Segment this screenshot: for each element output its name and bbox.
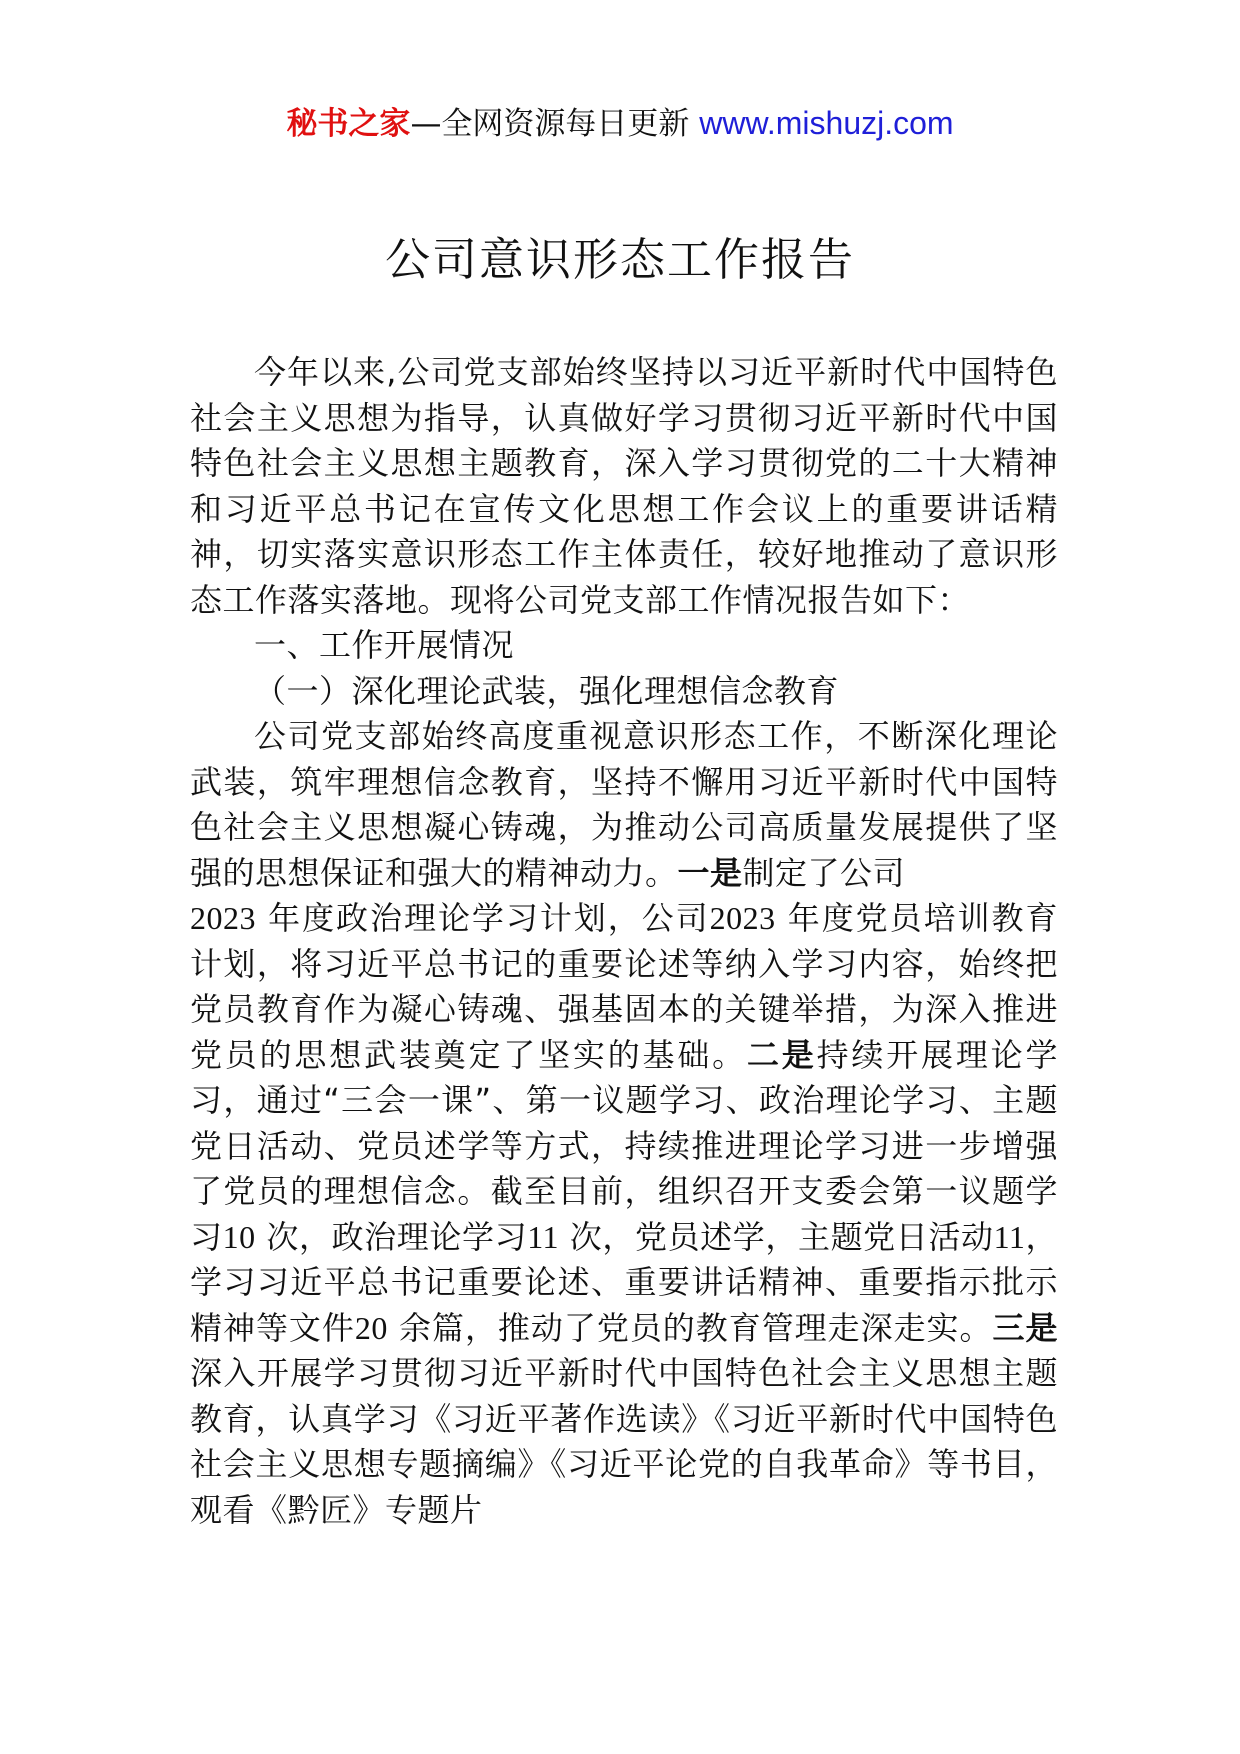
paragraph-text: 次，党员述学，主题党日活动 [569, 1217, 994, 1256]
paragraph-text: 余篇，推动了党员的教育管理走深走实。 [399, 1308, 993, 1347]
paragraph-text: 次，政治理论学习 [266, 1217, 528, 1256]
document-title: 公司意识形态工作报告 [384, 233, 855, 286]
section-heading: 一、工作开展情况 [254, 626, 515, 664]
paragraph-text: 持续开展理论学习，通过“三会一课”、第一议题学习、政治理论学习、主题党日活动、党员述学等方式，持续推进理论学习进一步增强了党员的理想信念。截至目前，组织召开支委会第一议题学习 [190, 1035, 1058, 1256]
count-number: 11 [527, 1218, 559, 1255]
site-header [0, 100, 1240, 147]
bold-marker: 二是 [746, 1035, 817, 1074]
subsection-heading: （一）深化理论武装，强化理想信念教育 [254, 671, 840, 710]
count-number: 10 [222, 1218, 256, 1255]
bold-marker: 一是 [677, 853, 743, 892]
paragraph-text: 年度党员培训教育计划，将习近平总书记的重要论述等纳入学习内容，始终把党员教育作为凝心铸魂、强基固本的关键举措，为深入推进党员的思想武装奠定了坚实的基础。 [190, 899, 1058, 1074]
site-name: 秘书之家 [286, 106, 411, 142]
paragraph-text: 制定了公司 [742, 853, 906, 892]
intro-paragraph: 今年以来,公司党支部始终坚持以习近平新时代中国特色社会主义思想为指导，认真做好学习贯彻习近平新时代中国特色社会主义思想主题教育，深入学习贯彻党的二十大精神和习近平总书记在宣传文化思想工作会议上的重要讲话精神，切实落实意识形态工作主体责任，较好地推动了意识形态工作落实落地。现将公司党支部工作情况报告如下： [190, 353, 1058, 619]
paragraph-text: 深入开展学习贯彻习近平新时代中国特色社会主义思想主题教育，认真学习《习近平著作选读》《习近平新时代中国特色社会主义思想专题摘编》《习近平论党的自我革命》等书目，观看《黔匠》专题片 [190, 1354, 1058, 1529]
paragraph-text: ，学习习近平总书记重要论述、重要讲话精神、重要指示批示精神等文件 [190, 1217, 1058, 1347]
document-body [190, 350, 1058, 1533]
bold-marker: 三是 [992, 1308, 1058, 1347]
count-number: 11 [993, 1218, 1026, 1255]
paragraph-text: 年度政治理论学习计划，公司 [268, 899, 710, 937]
site-slogan: —全网资源每日更新 [410, 106, 690, 142]
year-number: 2023 [709, 900, 776, 936]
body-paragraph [190, 714, 1058, 1533]
year-number: 2023 [190, 900, 256, 936]
site-url-link[interactable]: www.mishuzj.com [699, 105, 954, 141]
count-number: 20 [354, 1309, 388, 1346]
paragraph-text: 公司党支部始终高度重视意识形态工作，不断深化理论武装，筑牢理想信念教育，坚持不懈用习近平新时代中国特色社会主义思想凝心铸魂，为推动公司高质量发展提供了坚强的思想保证和强大的精神动力。 [190, 717, 1058, 892]
